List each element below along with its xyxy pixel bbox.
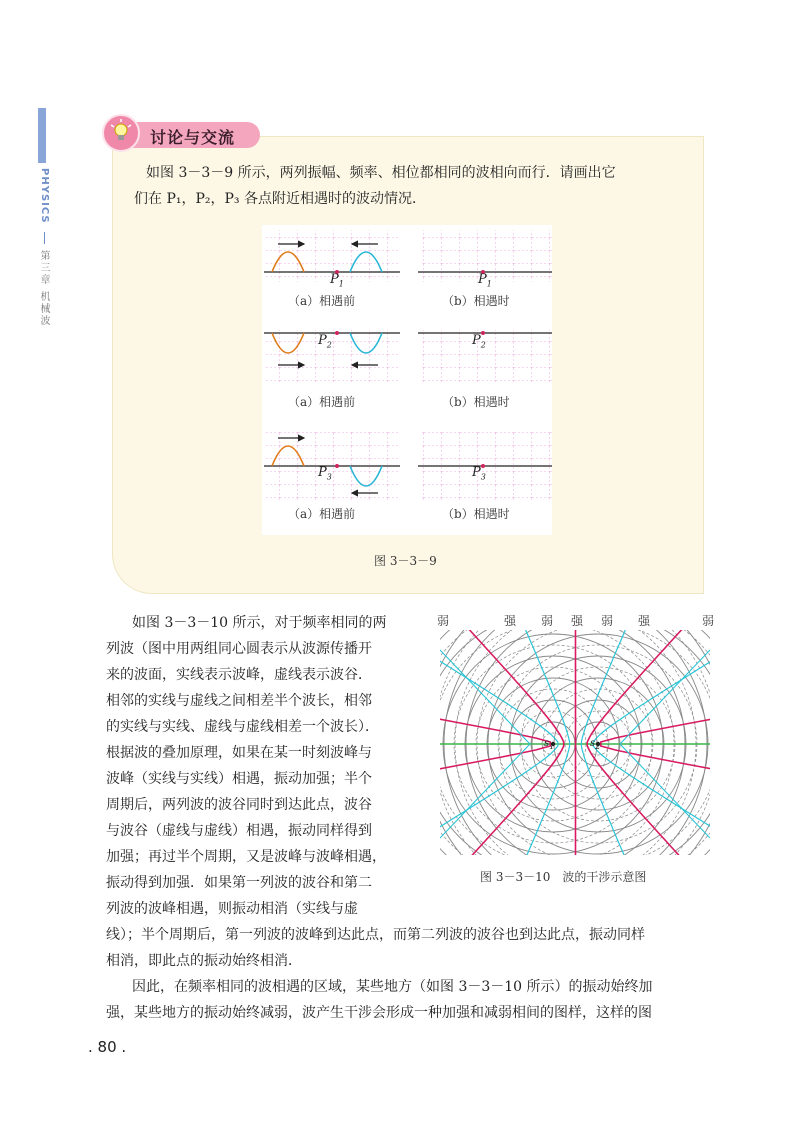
label-2a: （a）相遇前	[288, 395, 356, 409]
body-line-7: 周期后，两列波的波谷同时到达此点，波谷	[106, 797, 372, 813]
sidebar-chapter-label: 第三章 机械波	[38, 250, 49, 328]
body-full-line-3: 强，某些地方的振动始终减弱，波产生干涉会形成一种加强和减弱相间的图样，这样的图	[106, 1005, 652, 1021]
body-line-1: 列波（图中用两组同心圆表示从波源传播开	[106, 641, 372, 657]
label-strong-3: 强	[638, 614, 651, 628]
body-line-5: 根据波的叠加原理，如果在某一时刻波峰与	[106, 745, 372, 761]
discussion-intro-line2: 们在 P₁，P₂，P₃ 各点附近相遇时的波动情况．	[134, 191, 426, 207]
label-1b: （b）相遇时	[442, 294, 510, 308]
body-line-3: 相邻的实线与虚线之间相差半个波长，相邻	[106, 693, 372, 709]
label-weak-1: 弱	[437, 614, 450, 628]
body-line-10: 振动得到加强．如果第一列波的波谷和第二	[106, 875, 372, 891]
body-line-0: 如图 3－3－10 所示，对于频率相同的两	[132, 615, 387, 631]
point-p2-b: $P_2$	[472, 333, 486, 350]
label-weak-2: 弱	[541, 614, 554, 628]
label-2b: （b）相遇时	[442, 395, 510, 409]
label-3a: （a）相遇前	[288, 507, 356, 521]
sidebar-divider	[44, 232, 45, 244]
page-number: . 80 .	[88, 1038, 127, 1056]
label-1a: （a）相遇前	[288, 294, 356, 308]
outer-weak-line-3	[620, 744, 710, 838]
source-s2-label: $s_2$	[590, 738, 601, 751]
outer-weak-line-1	[620, 650, 710, 744]
wavefront-circle-2-14	[444, 630, 710, 855]
figure-3-3-9	[262, 225, 552, 535]
body-line-2: 来的波面，实线表示波峰，虚线表示波谷．	[106, 667, 372, 683]
body-line-9: 加强；再过半个周期，又是波峰与波峰相遇，	[106, 849, 386, 865]
point-p3-b: $P_3$	[472, 465, 486, 482]
body-line-8: 与波谷（虚线与虚线）相遇，振动同样得到	[106, 823, 372, 839]
body-full-line-2: 因此，在频率相同的波相遇的区域，某些地方（如图 3－3－10 所示）的振动始终加	[132, 979, 653, 995]
discussion-intro-line1: 如图 3－3－9 所示，两列振幅、频率、相位都相同的波相向而行．请画出它	[146, 165, 616, 181]
label-weak-3: 弱	[601, 614, 614, 628]
sidebar-physics-label: PHYSICS	[39, 168, 50, 224]
sidebar-color-bar	[38, 108, 46, 163]
label-3b: （b）相遇时	[442, 507, 510, 521]
figure-3-3-9-caption: 图 3－3－9	[374, 554, 437, 568]
wavefront-circle-1-14	[440, 630, 707, 855]
label-strong-2: 强	[571, 614, 584, 628]
discussion-badge	[102, 112, 260, 152]
discussion-title: 讨论与交流	[150, 128, 236, 147]
lightbulb-icon	[102, 114, 140, 152]
point-p1-a: $P_1$	[330, 272, 344, 289]
point-p2-a: $P_2$	[318, 333, 332, 350]
wave-diagrams	[262, 225, 552, 535]
label-weak-4: 弱	[702, 614, 715, 628]
interference-diagram	[440, 630, 710, 855]
body-full-line-1: 相消，即此点的振动始终相消．	[106, 953, 302, 969]
figure-3-3-10-caption: 图 3－3－10 波的干涉示意图	[480, 870, 647, 884]
interference-figure	[440, 630, 710, 855]
body-line-4: 的实线与实线、虚线与虚线相差一个波长）．	[106, 719, 379, 735]
point-p3-a: $P_3$	[318, 465, 332, 482]
source-s1-label: $s_1$	[544, 738, 555, 751]
body-line-6: 波峰（实线与实线）相遇，振动加强；半个	[106, 771, 372, 787]
body-full-line-0: 线）；半个周期后，第一列波的波峰到达此点，而第二列波的波谷也到达此点，振动同样	[106, 927, 645, 943]
label-strong-1: 强	[504, 614, 517, 628]
body-line-11: 列波的波峰相遇，则振动相消（实线与虚	[106, 901, 358, 917]
point-p1-b: $P_1$	[478, 272, 492, 289]
